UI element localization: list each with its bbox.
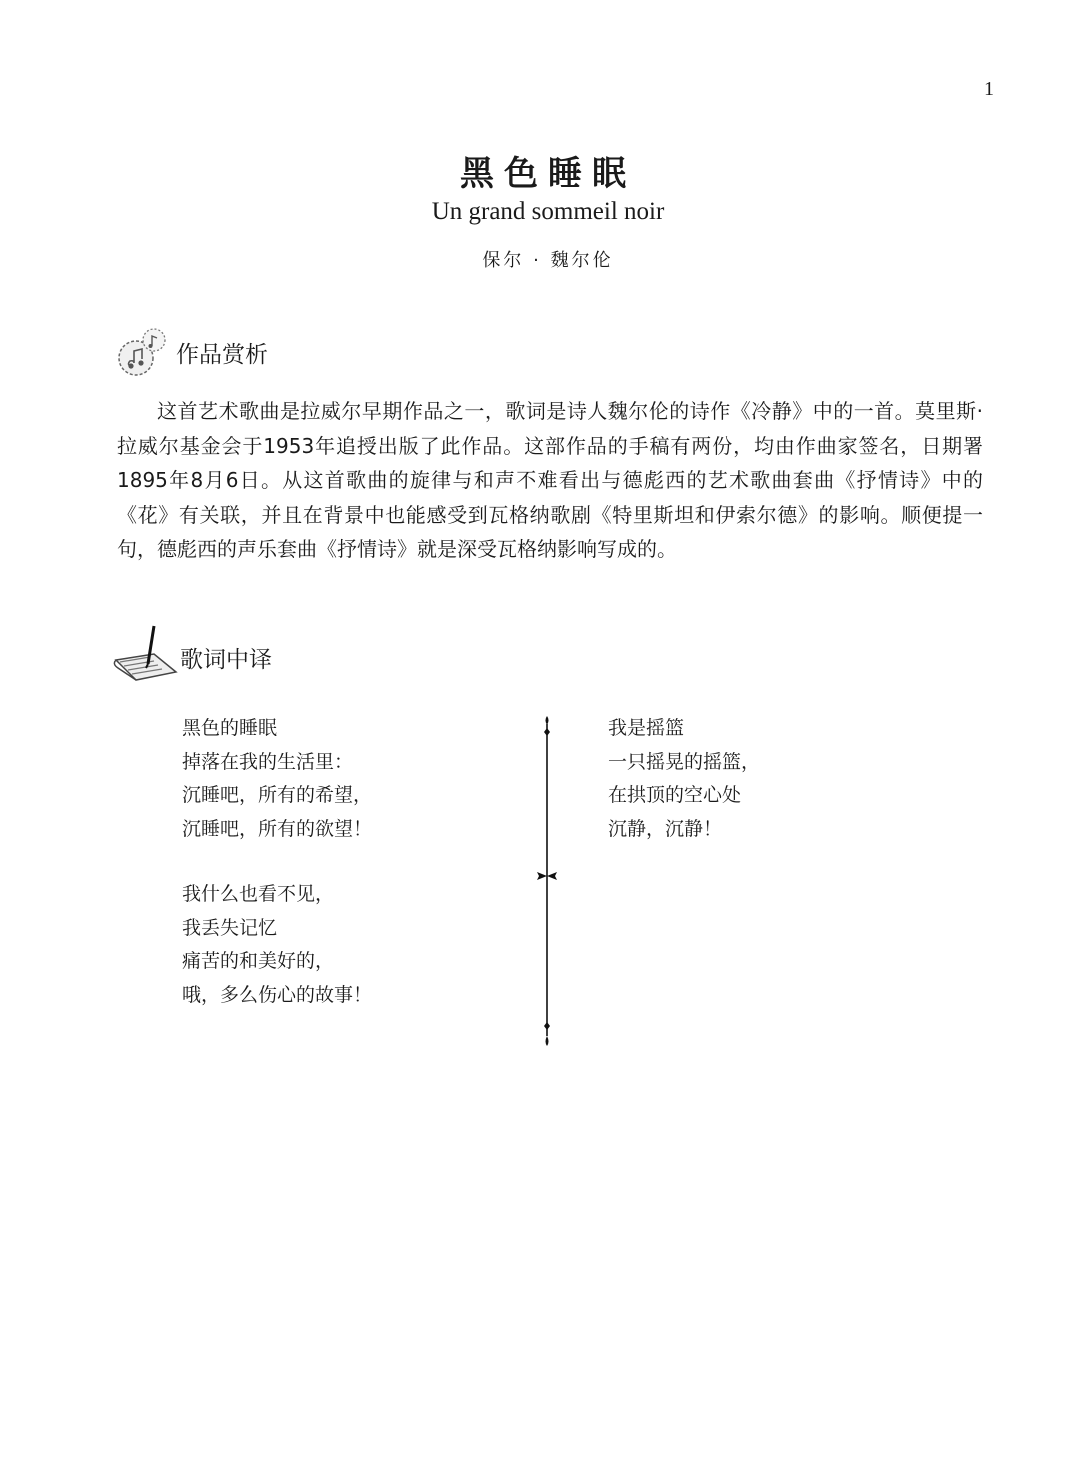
lyric-line: 黑色的睡眠: [182, 717, 278, 739]
page-number: 1: [984, 78, 994, 100]
author-name: 保尔 · 魏尔伦: [482, 250, 614, 271]
lyric-line: 沉睡吧，所有的欲望！: [182, 817, 373, 840]
analysis-paragraph: 这首艺术歌曲是拉威尔早期作品之一，歌词是诗人魏尔伦的诗作《冷静》中的一首。莫里斯·拉威尔基金会于1953年追授出版了此作品。这部作品的手稿有两份，均由作曲家签名，日期署1895年8月6日。从这首歌曲的旋律与和声不难看出与德彪西的艺术歌曲套曲《抒情诗》中的《花》有关联，并且在背景中也能感受到瓦格纳歌剧《特里斯坦和伊索尔德》的影响。顺便提一句，德彪西的声乐套曲《抒情诗》就是深受瓦格纳影响写成的。: [117, 399, 983, 561]
analysis-text: [117, 394, 983, 567]
lyric-line: 痛苦的和美好的，: [182, 950, 335, 972]
music-note-icon: [114, 322, 172, 382]
lyrics-right-column: [608, 712, 760, 878]
translation-heading-label: 歌词中译: [180, 646, 272, 673]
ornamental-divider: [534, 716, 560, 1046]
lyric-line: 掉落在我的生活里：: [182, 750, 354, 773]
lyric-line: 在拱顶的空心处: [608, 784, 742, 806]
lyric-line: 我什么也看不见，: [182, 883, 335, 905]
translation-heading: [110, 624, 272, 690]
original-title: Un grand sommeil noir: [431, 198, 665, 225]
lyric-line: 哦，多么伤心的故事！: [182, 983, 373, 1006]
analysis-heading: [114, 322, 268, 382]
lyrics-stanza: [182, 878, 372, 1012]
page-title: 黑色睡眠: [460, 154, 636, 194]
lyric-line: 沉睡吧，所有的希望，: [182, 784, 373, 806]
lyric-line: 一只摇晃的摇篮，: [608, 750, 761, 773]
lyrics-stanza: [182, 712, 372, 846]
quill-scroll-icon: [110, 624, 180, 690]
lyrics-left-column: [182, 712, 372, 1044]
lyric-line: 沉静，沉静！: [608, 817, 723, 840]
analysis-heading-label: 作品赏析: [176, 341, 268, 368]
lyric-line: 我丢失记忆: [182, 916, 278, 939]
lyrics-stanza: [608, 712, 760, 846]
lyric-line: 我是摇篮: [608, 717, 685, 739]
